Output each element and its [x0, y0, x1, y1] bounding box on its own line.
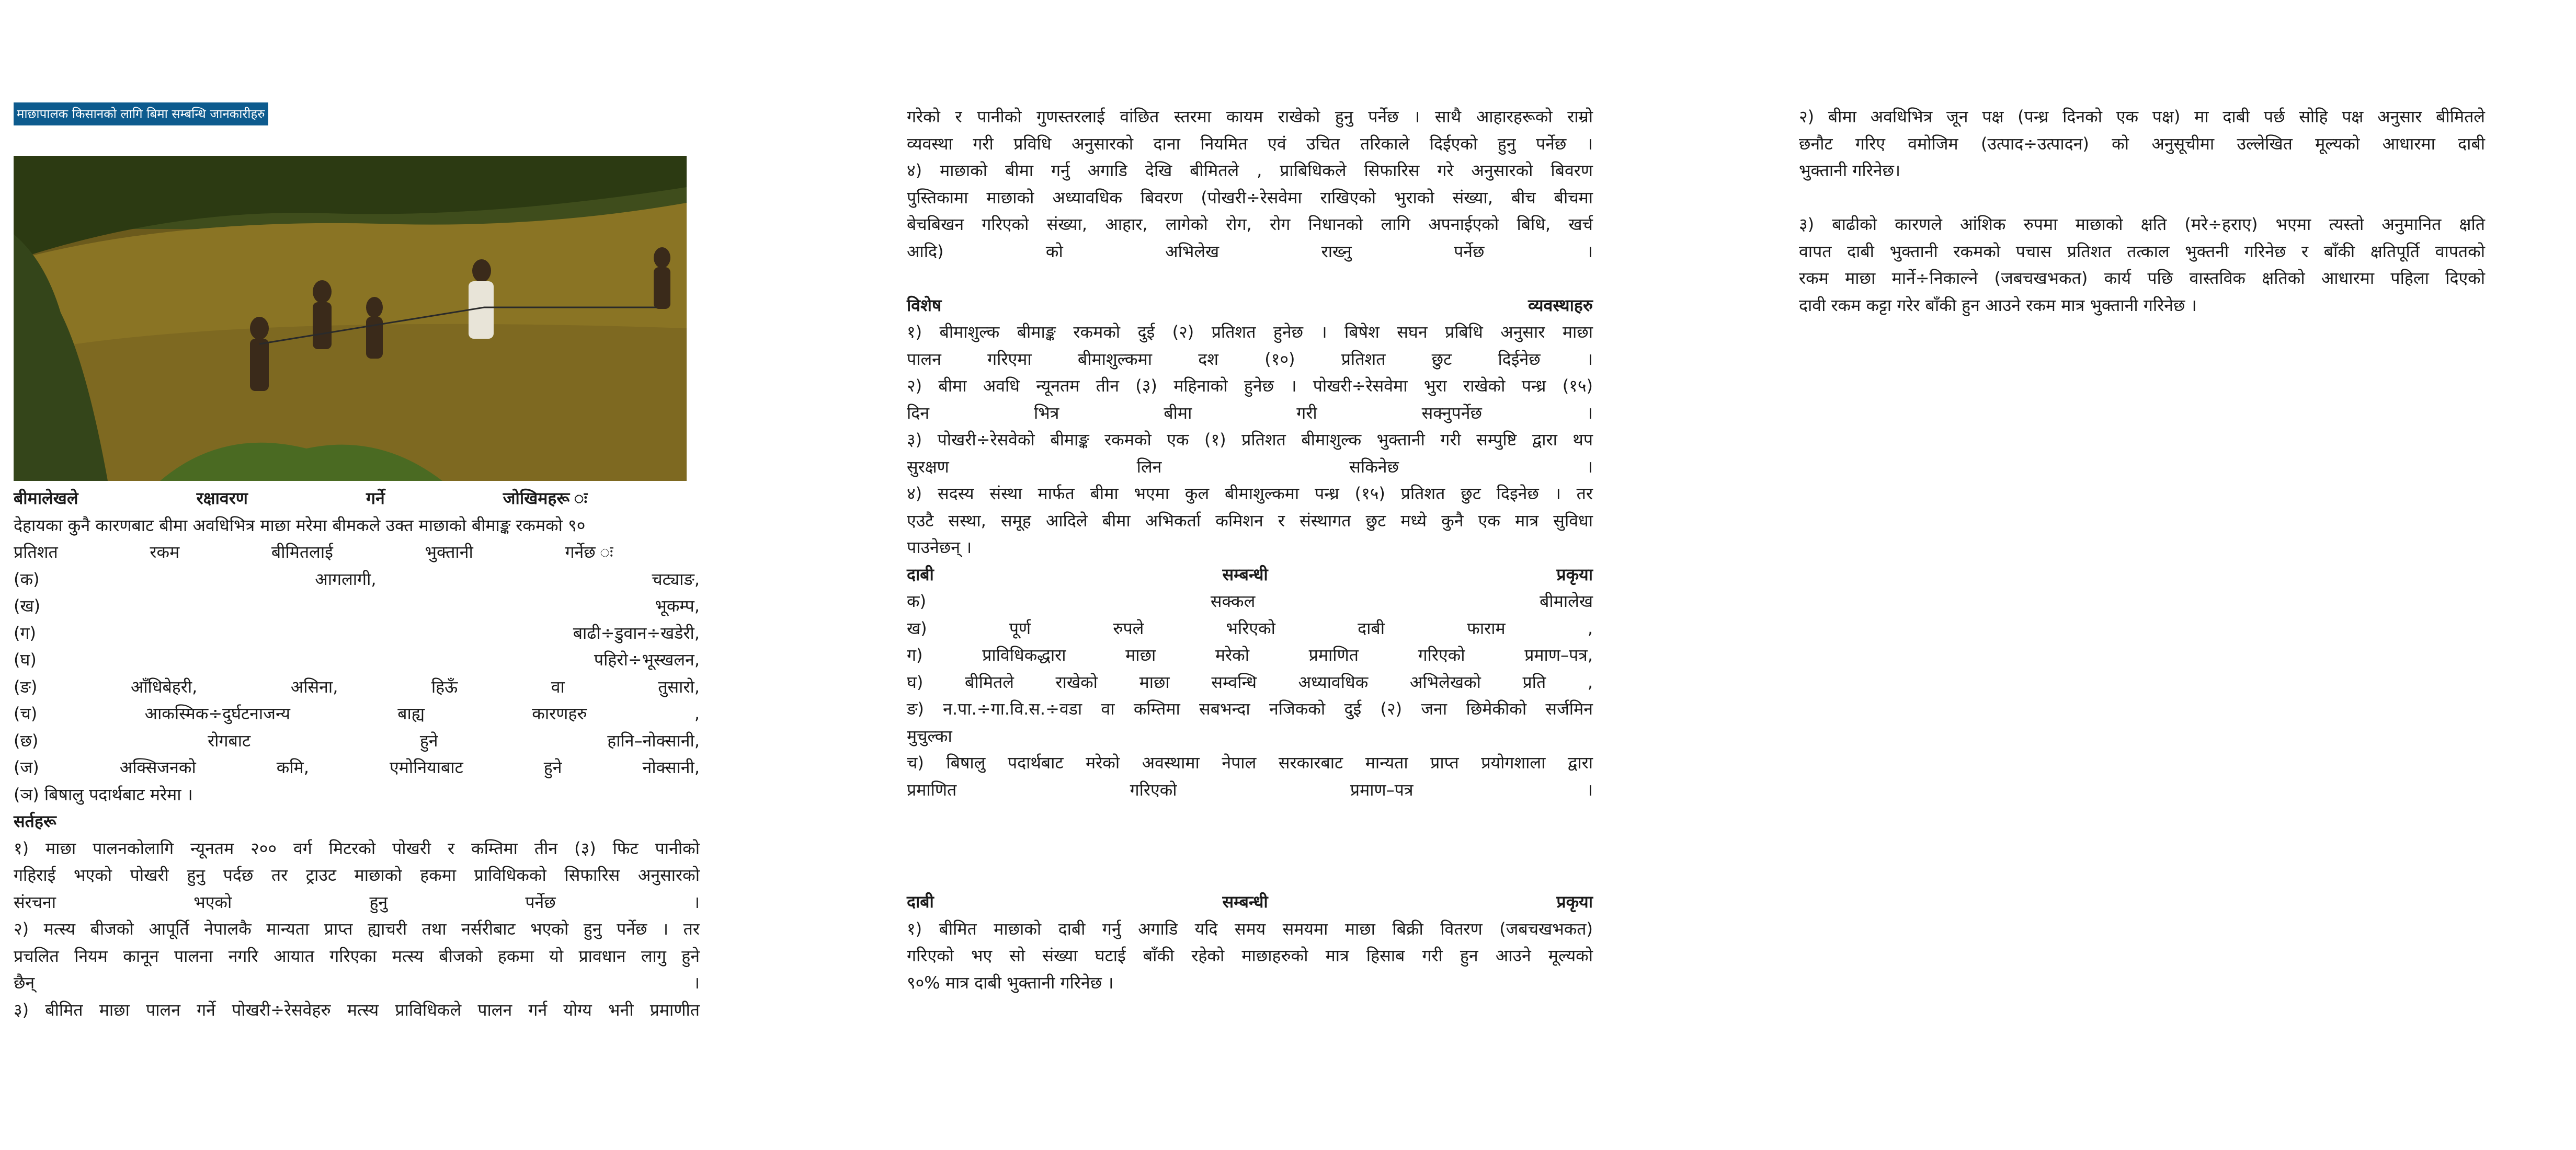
claim-rule-line: छनौट गरिए वमोजिम (उत्पाद÷उत्पादन) को अनुसूचीमा उल्लेखित मूल्यको आधारमा दाबी [1799, 133, 2485, 154]
risk-item: (छ) रोगबाट हुने हानि–नोक्सानी, [14, 730, 700, 751]
claim-rule-line: २) बीमा अवधिभित्र जून पक्ष (पन्ध्र दिनको एक पक्ष) मा दाबी पर्छ सोहि पक्ष अनुसार बीमितले [1799, 107, 2485, 126]
condition-line: १) माछा पालनकोलागि न्यूनतम २०० वर्ग मिटरको पोखरी र कम्तिमा तीन (३) फिट पानीको [14, 838, 700, 858]
special-line: दिन भित्र बीमा गरी सक्नुपर्नेछ । [907, 402, 1593, 423]
claim-rule-line: भुक्तानी गरिनेछ। [1799, 160, 1901, 180]
special-line: सुरक्षण लिन सकिनेछ । [907, 456, 1593, 477]
claim-doc-line: घ) बीमितले राखेको माछा सम्वन्धि अध्यावधिक अभिलेखको प्रति , [907, 672, 1593, 692]
risk-item: (ग) बाढी÷डुवान÷खडेरी, [14, 623, 700, 643]
risk-item: (ज) अक्सिजनको कमि, एमोनियाबाट हुने नोक्सानी, [14, 757, 700, 777]
special-line: पालन गरिएमा बीमाशुल्कमा दश (१०) प्रतिशत छुट दिईनेछ । [907, 349, 1593, 369]
claim-rule-line: दावी रकम कट्टा गरेर बाँकी हुन आउने रकम मात्र भुक्तानी गरिनेछ । [1799, 295, 2197, 315]
risk-item: (ङ) आँधिबेहरी, असिना, हिऊँ वा तुसारो, [14, 676, 700, 697]
claim-line: ९०% मात्र दाबी भुक्तानी गरिनेछ । [907, 972, 1114, 993]
claim-rule-line: रकम माछा मार्ने÷निकाल्ने (जबचखभकत) कार्य पछि वास्तविक क्षतिको आधारमा पहिला दिएको [1799, 268, 2485, 288]
risks-intro-line: देहायका कुनै कारणबाट बीमा अवधिभित्र माछा मरेमा बीमकले उक्त माछाको बीमाङ्क रकमको ९० [14, 515, 586, 535]
special-line: पाउनेछन् । [907, 537, 972, 557]
claim-procedure-heading: दाबी सम्बन्धी प्रकृया [907, 892, 1593, 912]
claim-line: १) बीमित माछाको दाबी गर्नु अगाडि यदि समय समयमा माछा बिक्री वितरण (जबचखभकत) [907, 918, 1593, 939]
claim-rule-line: ३) बाढीको कारणले आंशिक रुपमा माछाको क्षति (मरे÷हराए) भएमा त्यस्तो अनुमानित क्षति [1799, 214, 2485, 234]
claim-doc-line: ग) प्राविधिकद्धारा माछा मरेको प्रमाणित गरिएको प्रमाण–पत्र, [907, 645, 1593, 665]
continuation-line: बेचबिखन गरिएको संख्या, आहार, लागेको रोग, रोग निधानको लागि अपनाईएको बिधि, खर्च [907, 214, 1593, 234]
condition-line: प्रचलित नियम कानून पालना नगरि आयात गरिएका मत्स्य बीजको हकमा यो प्रावधान लागु हुने [14, 946, 700, 966]
risk-item: (क) आगलागी, चट्याङ, [14, 569, 700, 589]
risks-heading: बीमालेखले रक्षावरण गर्ने जोखिमहरू ः [14, 488, 700, 508]
continuation-line: ४) माछाको बीमा गर्नु अगाडि देखि बीमितले , प्राबिधिकले सिफारिस गरे अनुसारको बिवरण [907, 160, 1593, 180]
claim-procedure-heading: दाबी सम्बन्धी प्रकृया [907, 564, 1593, 584]
claim-line: गरिएको भए सो संख्या घटाई बाँकी रहेको माछाहरुको मात्र हिसाब गरी हुन आउने मूल्यको [907, 946, 1593, 965]
risk-item: (ञ) बिषालु पदार्थबाट मरेमा । [14, 784, 193, 804]
condition-line: २) मत्स्य बीजको आपूर्ति नेपालकै मान्यता प्राप्त ह्याचरी तथा नर्सरीबाट भएको हुनु पर्नेछ । तर [14, 919, 700, 939]
risks-intro-line: प्रतिशत रकम बीमितलाई भुक्तानी गर्नेछ ः [14, 542, 700, 562]
condition-line: गहिराई भएको पोखरी हुनु पर्दछ तर ट्राउट माछाको हकमा प्राविधिकको सिफारिस अनुसारको [14, 865, 700, 885]
claim-doc-line: क) सक्कल बीमालेख [907, 591, 1593, 611]
special-line: १) बीमाशुल्क बीमाङ्क रकमको दुई (२) प्रतिशत हुनेछ । बिषेश सघन प्रबिधि अनुसार माछा [907, 322, 1593, 342]
risk-item: (ख) भूकम्प, [14, 596, 700, 616]
claim-rule-line: वापत दाबी भुक्तानी रकमको पचास प्रतिशत तत्काल भुक्तनी गरिनेछ र बाँकी क्षतिपूर्ति वापतको [1799, 241, 2485, 261]
fish-farming-photo [14, 156, 687, 481]
risk-item: (च) आकस्मिक÷दुर्घटनाजन्य बाह्य कारणहरु , [14, 704, 700, 723]
special-line: २) बीमा अवधि न्यूनतम तीन (३) महिनाको हुनेछ । पोखरी÷रेसवेमा भुरा राखेको पन्ध्र (१५) [907, 376, 1593, 396]
risk-item: (घ) पहिरो÷भूस्खलन, [14, 650, 700, 670]
special-line: एउटै सस्था, समूह आदिले बीमा अभिकर्ता कमिशन र संस्थागत छुट मध्ये कुनै एक मात्र सुविधा [907, 510, 1593, 531]
condition-line: संरचना भएको हुनु पर्नेछ । [14, 892, 700, 912]
special-line: ४) सदस्य संस्था मार्फत बीमा भएमा कुल बीमाशुल्कमा पन्ध्र (१५) प्रतिशत छुट दिइनेछ । तर [907, 484, 1593, 503]
continuation-line: गरेको र पानीको गुणस्तरलाई वांछित स्तरमा कायम राखेको हुनु पर्नेछ । साथै आहारहरूको राम्रो [907, 107, 1593, 126]
document-title: माछापालक किसानको लागि बिमा सम्बन्धि जानकारीहरु [14, 102, 268, 125]
special-line: ३) पोखरी÷रेसवेको बीमाङ्क रकमको एक (१) प्रतिशत बीमाशुल्क भुक्तानी गरी सम्पुष्टि द्वारा थप [907, 430, 1593, 450]
conditions-heading: सर्तहरू [14, 811, 56, 831]
condition-line: छैन् । [14, 973, 700, 993]
continuation-line: पुस्तिकामा माछाको अध्यावधिक बिवरण (पोखरी÷रेसवेमा राखिएको भुराको संख्या, बीच बीचमा [907, 187, 1593, 208]
claim-doc-line: च) बिषालु पदार्थबाट मरेको अवस्थामा नेपाल सरकारबाट मान्यता प्राप्त प्रयोगशाला द्वारा [907, 753, 1593, 773]
claim-doc-line: ख) पूर्ण रुपले भरिएको दाबी फाराम , [907, 618, 1593, 638]
claim-doc-line: मुचुल्का [907, 726, 952, 746]
continuation-line: आदि) को अभिलेख राख्नु पर्नेछ । [907, 241, 1593, 261]
special-provisions-heading: विशेष व्यवस्थाहरु [907, 295, 1593, 315]
claim-doc-line: ङ) न.पा.÷गा.वि.स.÷वडा वा कम्तिमा सबभन्दा नजिकको दुई (२) जना छिमेकीको सर्जमिन [907, 699, 1593, 719]
continuation-line: व्यवस्था गरी प्रविधि अनुसारको दाना नियमित एवं उचित तरिकाले दिईएको हुनु पर्नेछ । [907, 133, 1593, 154]
condition-line: ३) बीमित माछा पालन गर्ने पोखरी÷रेसवेहरु मत्स्य प्राविधिकले पालन गर्न योग्य भनी प्रमाणीत [14, 999, 700, 1020]
claim-doc-line: प्रमाणित गरिएको प्रमाण–पत्र । [907, 779, 1593, 800]
